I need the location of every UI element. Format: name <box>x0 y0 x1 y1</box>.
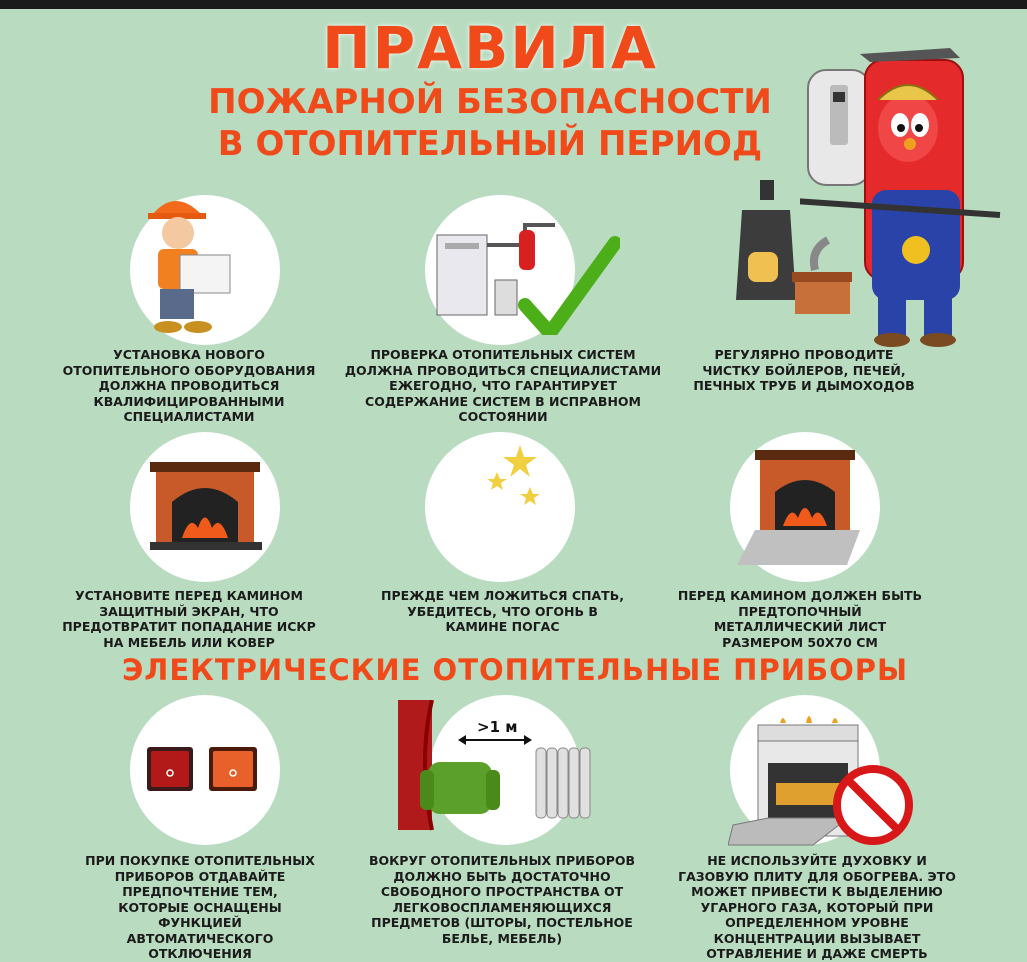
rule-text-free-space: ВОКРУГ ОТОПИТЕЛЬНЫХ ПРИБОРОВ ДОЛЖНО БЫТЬ ДОСТАТОЧНО СВОБОДНОГО ПРОСТРАНСТВА ОТ ЛЕГКОВОСПЛАМЕНЯЮЩИХСЯ ПРЕДМЕТОВ (ШТОРЫ, ПОСТЕЛЬНОЕ БЕЛЬЕ, МЕБЕЛЬ) <box>368 853 636 946</box>
rule-text-metal-sheet: ПЕРЕД КАМИНОМ ДОЛЖЕН БЫТЬ ПРЕДТОПОЧНЫЙ МЕТАЛЛИЧЕСКИЙ ЛИСТ РАЗМЕРОМ 50Х70 СМ <box>677 588 923 650</box>
boiler-checkmark-icon <box>435 205 620 335</box>
gas-stove-prohibited-icon <box>728 705 918 850</box>
top-border <box>0 0 1027 9</box>
page-subtitle-line2: В ОТОПИТЕЛЬНЫЙ ПЕРИОД <box>217 124 763 164</box>
fireplace-screen-icon <box>150 462 265 552</box>
rule-text-cleaning: РЕГУЛЯРНО ПРОВОДИТЕ ЧИСТКУ БОЙЛЕРОВ, ПЕЧЕЙ, ПЕЧНЫХ ТРУБ И ДЫМОХОДОВ <box>693 347 915 393</box>
worker-icon <box>140 185 240 340</box>
section-title-electric: ЭЛЕКТРИЧЕСКИЕ ОТОПИТЕЛЬНЫЕ ПРИБОРЫ <box>121 653 909 687</box>
rule-text-installation: УСТАНОВКА НОВОГО ОТОПИТЕЛЬНОГО ОБОРУДОВАНИЯ ДОЛЖНА ПРОВОДИТЬСЯ КВАЛИФИЦИРОВАННЫМИ СПЕЦИАЛИСТАМИ <box>62 347 316 424</box>
power-switch-icon <box>145 745 260 795</box>
page-subtitle-line1: ПОЖАРНОЙ БЕЗОПАСНОСТИ <box>208 82 772 122</box>
rule-text-no-oven-heating: НЕ ИСПОЛЬЗУЙТЕ ДУХОВКУ И ГАЗОВУЮ ПЛИТУ ДЛЯ ОБОГРЕВА. ЭТО МОЖЕТ ПРИВЕСТИ К ВЫДЕЛЕНИЮ УГАРНОГО ГАЗА, КОТОРЫЙ ПРИ ОПРЕДЕЛЕННОМ УРОВНЕ КОНЦЕНТРАЦИИ ВЫЗЫВАЕТ ОТРАВЛЕНИЕ И ДАЖЕ СМЕРТЬ <box>678 853 956 961</box>
rule-text-inspection: ПРОВЕРКА ОТОПИТЕЛЬНЫХ СИСТЕМ ДОЛЖНА ПРОВОДИТЬСЯ СПЕЦИАЛИСТАМИ ЕЖЕГОДНО, ЧТО ГАРАНТИРУЕТ СОДЕРЖАНИЕ СИСТЕМ В ИСПРАВНОМ СОСТОЯНИИ <box>344 347 662 424</box>
page-title: ПРАВИЛА <box>322 14 658 82</box>
fireplace-sheet-icon <box>735 450 865 570</box>
stove-chimney-icon <box>730 180 870 320</box>
distance-label: >1 м <box>477 718 518 736</box>
rule-text-fire-out: ПРЕЖДЕ ЧЕМ ЛОЖИТЬСЯ СПАТЬ, УБЕДИТЕСЬ, ЧТО ОГОНЬ В КАМИНЕ ПОГАС <box>380 588 624 634</box>
moon-stars-icon <box>435 437 550 542</box>
rule-text-screen: УСТАНОВИТЕ ПЕРЕД КАМИНОМ ЗАЩИТНЫЙ ЭКРАН, ЧТО ПРЕДОТВРАТИТ ПОПАДАНИЕ ИСКР НА МЕБЕЛЬ ИЛИ КОВЕР <box>62 588 316 650</box>
rule-text-auto-shutoff: ПРИ ПОКУПКЕ ОТОПИТЕЛЬНЫХ ПРИБОРОВ ОТДАВАЙТЕ ПРЕДПОЧТЕНИЕ ТЕМ, КОТОРЫЕ ОСНАЩЕНЫ ФУНКЦИЕЙ АВТОМАТИЧЕСКОГО ОТКЛЮЧЕНИЯ <box>85 853 315 961</box>
